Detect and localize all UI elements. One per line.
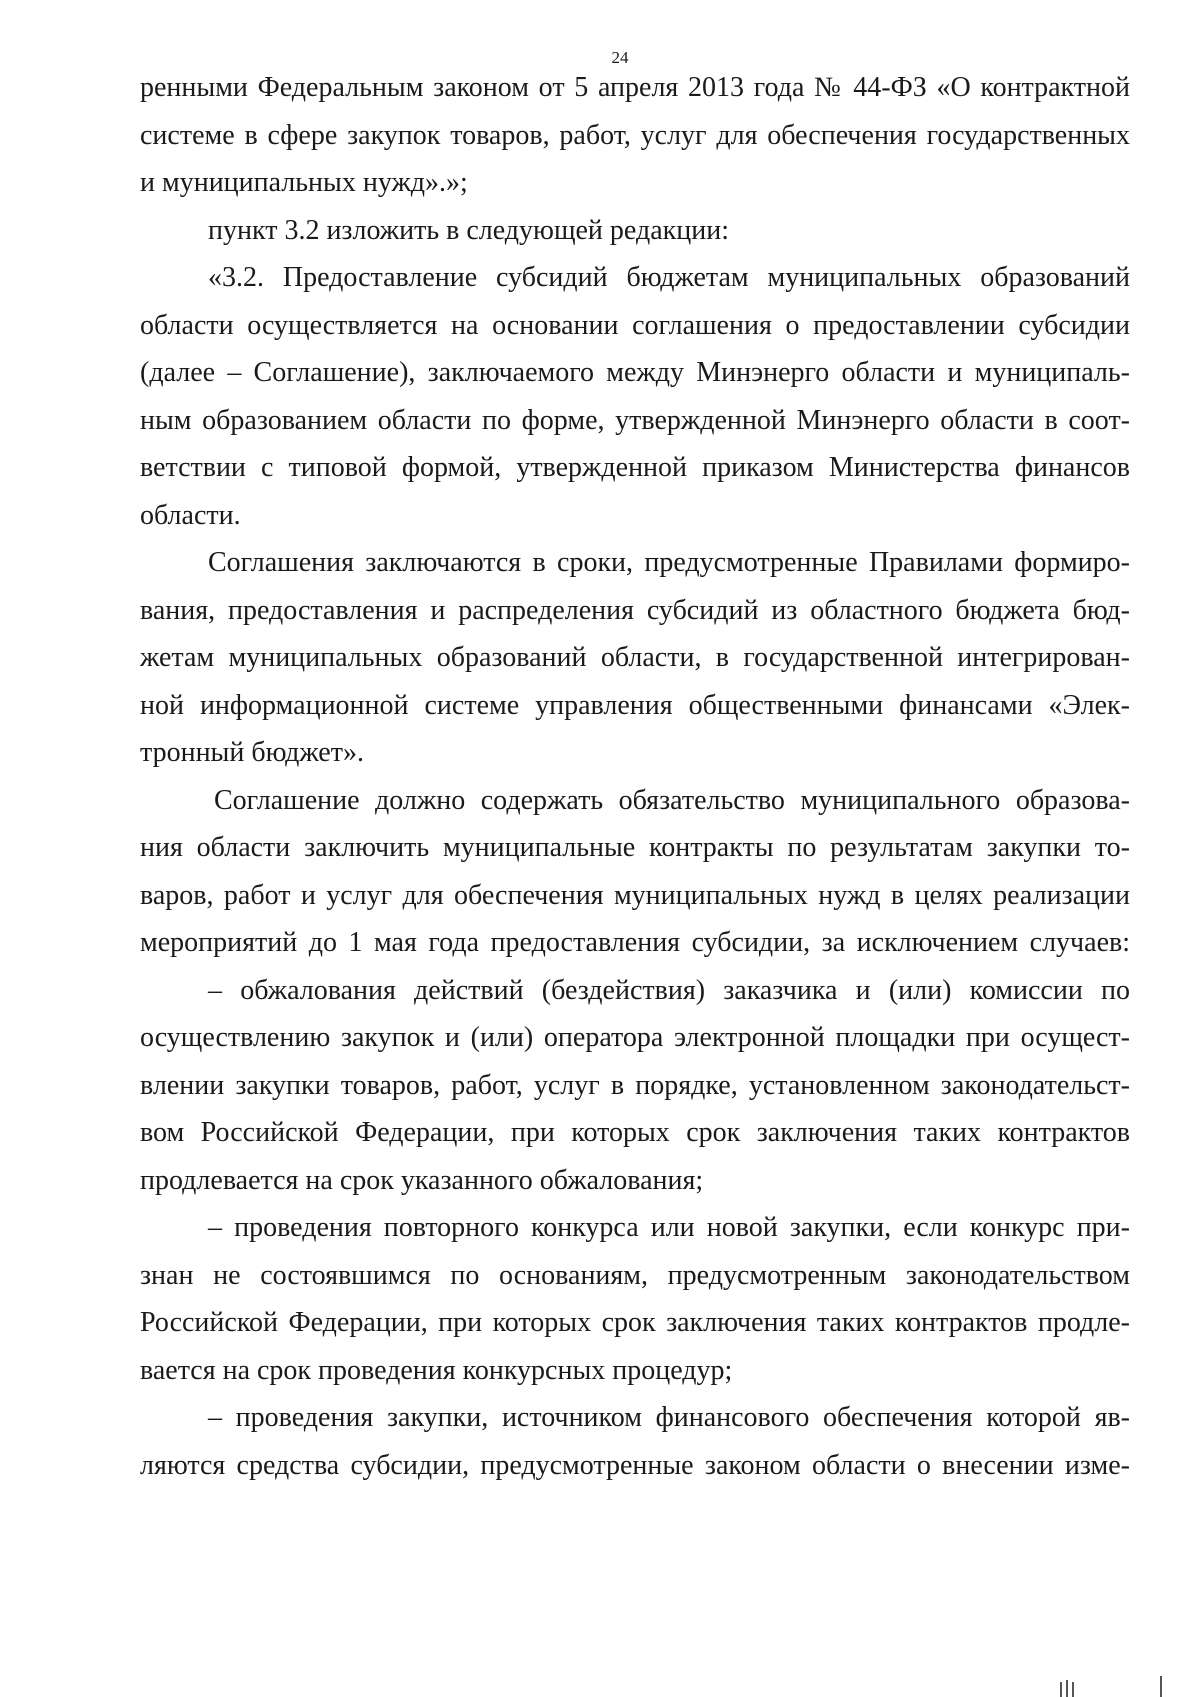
scan-artifact: [1072, 1682, 1074, 1697]
text-line: области.: [140, 499, 241, 531]
list-item-repeat-tender: [140, 1204, 1130, 1394]
text-line: жетам муниципальных образований области, в государственной интегрирован-: [140, 642, 1130, 673]
paragraph-clause-3-2: [140, 254, 1130, 539]
text-line: ния области заключить муниципальные контракты по результатам закупки то-: [140, 832, 1130, 863]
scan-artifact: [1060, 1682, 1062, 1697]
text-line: ляются средства субсидии, предусмотренные законом области о внесении изме-: [140, 1449, 1130, 1481]
text-line: осуществлению закупок и (или) оператора электронной площадки при осущест-: [140, 1022, 1130, 1053]
text-line: вом Российской Федерации, при которых срок заключения таких контрактов: [140, 1117, 1130, 1148]
paragraph-agreements-terms: [140, 539, 1130, 777]
text-line: системе в сфере закупок товаров, работ, услуг для обеспечения государственных: [140, 119, 1130, 151]
text-line: варов, работ и услуг для обеспечения муниципальных нужд в целях реализации: [140, 879, 1130, 911]
text-line: «3.2. Предоставление субсидий бюджетам муниципальных образований: [208, 262, 1130, 293]
text-line: вается на срок проведения конкурсных процедур;: [140, 1354, 733, 1386]
text-line: области осуществляется на основании соглашения о предоставлении субсидии: [140, 309, 1130, 341]
paragraph-instruction: [140, 207, 1130, 255]
text-line: ным образованием области по форме, утвержденной Минэнерго области в соот-: [140, 404, 1130, 436]
text-line: – обжалования действий (бездействия) заказчика и (или) комиссии по: [208, 974, 1130, 1006]
text-line: – проведения закупки, источником финансового обеспечения которой яв-: [208, 1402, 1130, 1433]
text-line: ренными Федеральным законом от 5 апреля 2013 года № 44-ФЗ «О контрактной: [140, 72, 1130, 103]
page-number: 24: [611, 48, 629, 67]
list-item-procurement-funding: [140, 1394, 1130, 1489]
text-line: вания, предоставления и распределения субсидий из областного бюджета бюд-: [140, 594, 1130, 626]
text-line: тронный бюджет».: [140, 737, 364, 768]
text-line: влении закупки товаров, работ, услуг в порядке, установленном законодательст-: [140, 1069, 1130, 1101]
scan-artifact: [1160, 1676, 1162, 1697]
text-line: ветствии с типовой формой, утвержденной приказом Министерства финансов: [140, 452, 1130, 483]
text-line: Соглашения заключаются в сроки, предусмотренные Правилами формиро-: [208, 547, 1130, 578]
text-line: знан не состоявшимся по основаниям, предусмотренным законодательством: [140, 1259, 1130, 1291]
paragraph-continuation: [140, 64, 1130, 207]
text-line: – проведения повторного конкурса или новой закупки, если конкурс при-: [208, 1212, 1130, 1243]
scan-artifact: [1066, 1680, 1068, 1697]
text-line: продлевается на срок указанного обжалования;: [140, 1164, 704, 1196]
text-line: Российской Федерации, при которых срок заключения таких контрактов продле-: [140, 1307, 1130, 1338]
text-line: пункт 3.2 изложить в следующей редакции:: [208, 214, 729, 246]
list-item-appeal: [140, 967, 1130, 1205]
text-line: и муниципальных нужд».»;: [140, 167, 468, 198]
document-body: [140, 64, 1130, 1489]
text-line: мероприятий до 1 мая года предоставления субсидии, за исключением случаев:: [140, 927, 1130, 958]
text-line: ной информационной системе управления общественными финансами «Элек-: [140, 689, 1130, 721]
paragraph-agreement-obligation: [140, 777, 1130, 967]
text-line: Соглашение должно содержать обязательство муниципального образова-: [214, 784, 1130, 816]
text-line: (далее – Соглашение), заключаемого между Минэнерго области и муниципаль-: [140, 357, 1130, 388]
